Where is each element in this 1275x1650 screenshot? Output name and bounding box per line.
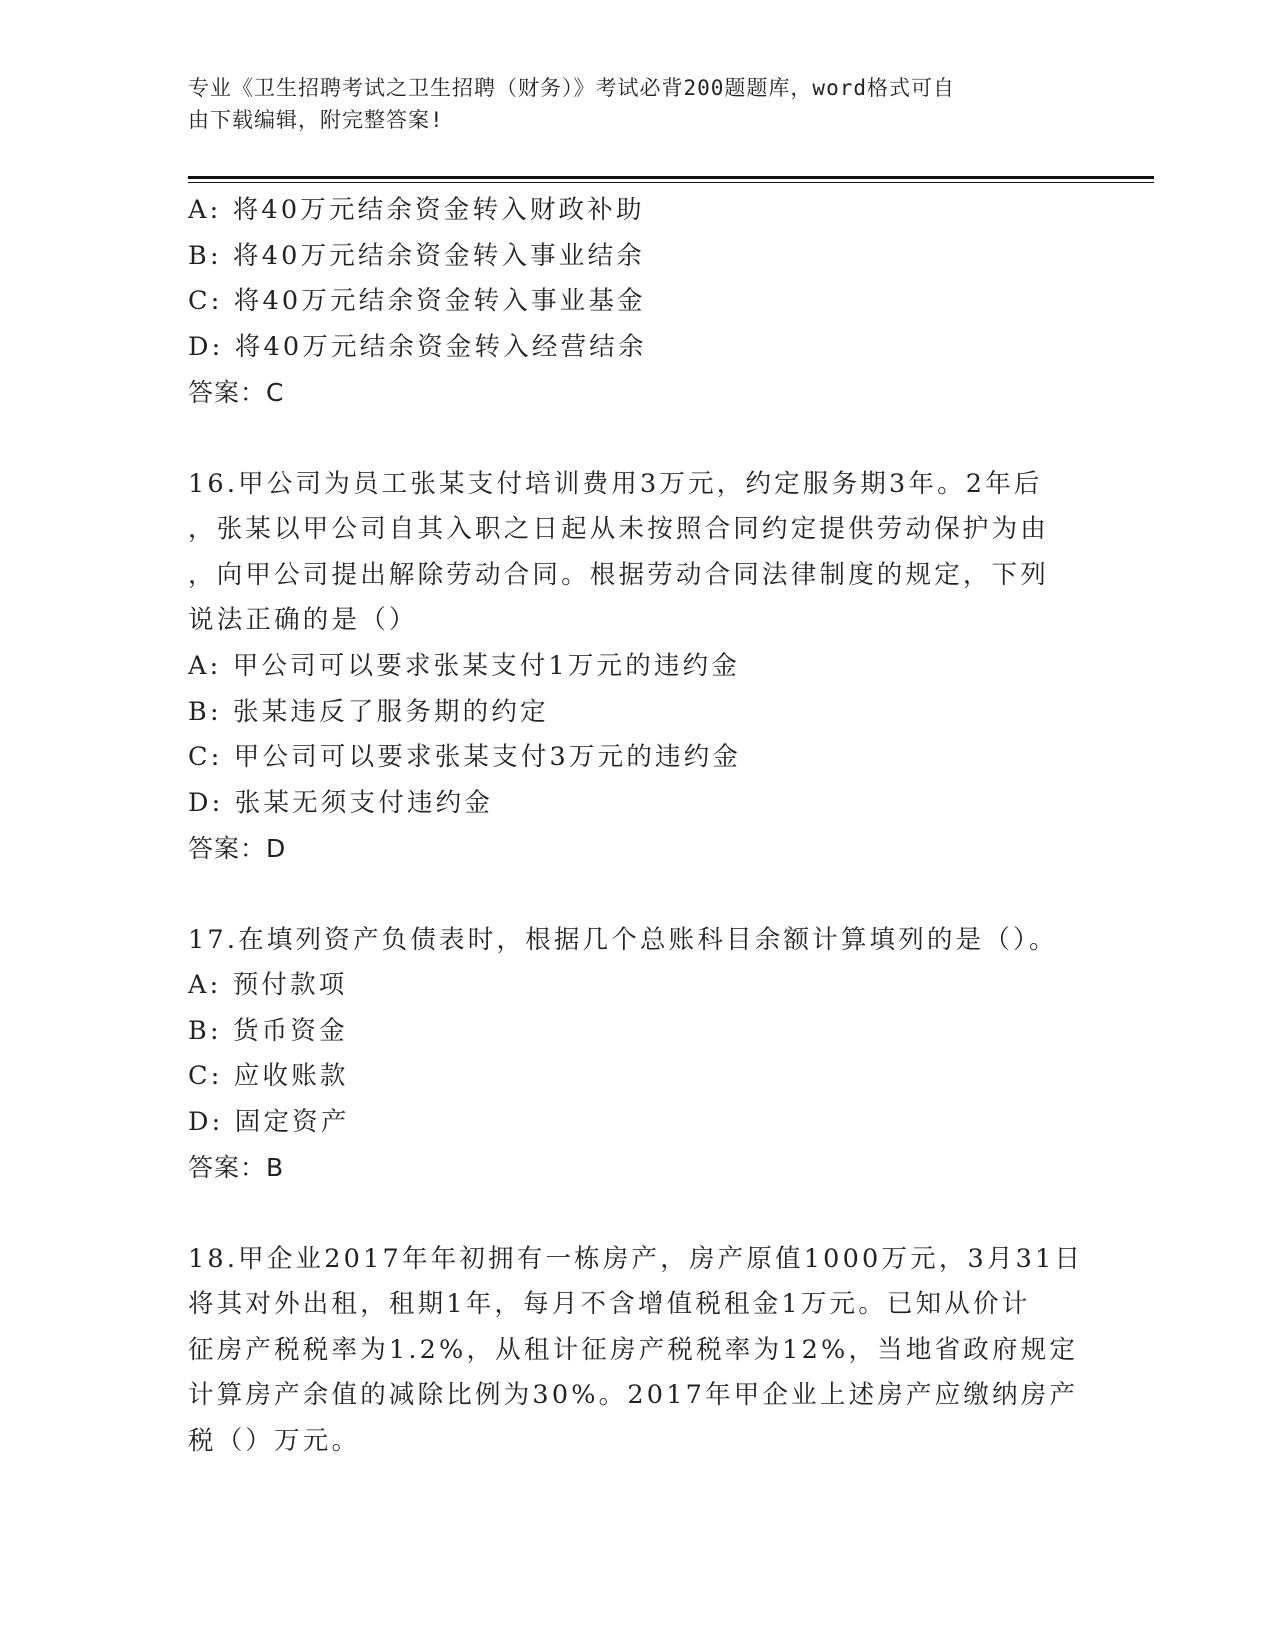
header-divider-thin <box>188 182 1154 183</box>
question-16-line-1: 16.甲公司为员工张某支付培训费用3万元，约定服务期3年。2年后 <box>188 468 1043 499</box>
question-18-line-4: 计算房产余值的减除比例为30%。2017年甲企业上述房产应缴纳房产 <box>188 1380 1079 1411</box>
question-16-line-2: ，张某以甲公司自其入职之日起从未按照合同约定提供劳动保护为由 <box>188 514 1050 545</box>
option-d: D: 张某无须支付违约金 <box>188 787 494 818</box>
header-divider-thick <box>188 176 1154 179</box>
question-17-line-1: 17.在填列资产负债表时，根据几个总账科目余额计算填列的是（）。 <box>188 924 1058 955</box>
question-18-line-5: 税（）万元。 <box>188 1426 361 1457</box>
option-c: C: 将40万元结余资金转入事业基金 <box>188 286 646 317</box>
question-content <box>188 188 1088 1465</box>
option-a: A: 甲公司可以要求张某支付1万元的违约金 <box>188 650 741 681</box>
option-d: D: 固定资产 <box>188 1106 350 1137</box>
question-18-line-3: 征房产税税率为1.2%，从租计征房产税税率为12%，当地省政府规定 <box>188 1334 1079 1365</box>
header-line-1: 专业《卫生招聘考试之卫生招聘（财务）》考试必背200题题库，word格式可自 <box>188 76 955 100</box>
question-17 <box>188 918 1088 1146</box>
option-a: A: 预付款项 <box>188 970 348 1001</box>
question-15-options <box>188 188 1088 370</box>
question-18 <box>188 1237 1088 1465</box>
spacer <box>188 416 1088 462</box>
document-header <box>188 72 1068 136</box>
question-15-answer: 答案：C <box>188 378 285 408</box>
option-a: A: 将40万元结余资金转入财政补助 <box>188 195 645 225</box>
question-18-line-1: 18.甲企业2017年年初拥有一栋房产，房产原值1000万元，3月31日 <box>188 1243 1084 1274</box>
question-16 <box>188 462 1088 827</box>
spacer <box>188 1191 1088 1237</box>
question-16-answer: 答案：D <box>188 834 287 864</box>
option-c: C: 应收账款 <box>188 1061 349 1092</box>
option-c: C: 甲公司可以要求张某支付3万元的违约金 <box>188 742 742 773</box>
spacer <box>188 872 1088 918</box>
question-18-line-2: 将其对外出租，租期1年，每月不含增值税租金1万元。已知从价计 <box>188 1289 1031 1320</box>
question-17-answer: 答案：B <box>188 1153 285 1183</box>
option-b: B: 张某违反了服务期的约定 <box>188 696 549 727</box>
option-b: B: 将40万元结余资金转入事业结余 <box>188 240 645 271</box>
header-line-2: 由下载编辑，附完整答案! <box>188 108 444 132</box>
option-d: D: 将40万元结余资金转入经营结余 <box>188 331 647 362</box>
question-16-line-4: 说法正确的是（） <box>188 605 418 636</box>
option-b: B: 货币资金 <box>188 1015 348 1046</box>
question-16-line-3: ，向甲公司提出解除劳动合同。根据劳动合同法律制度的规定，下列 <box>188 559 1050 590</box>
